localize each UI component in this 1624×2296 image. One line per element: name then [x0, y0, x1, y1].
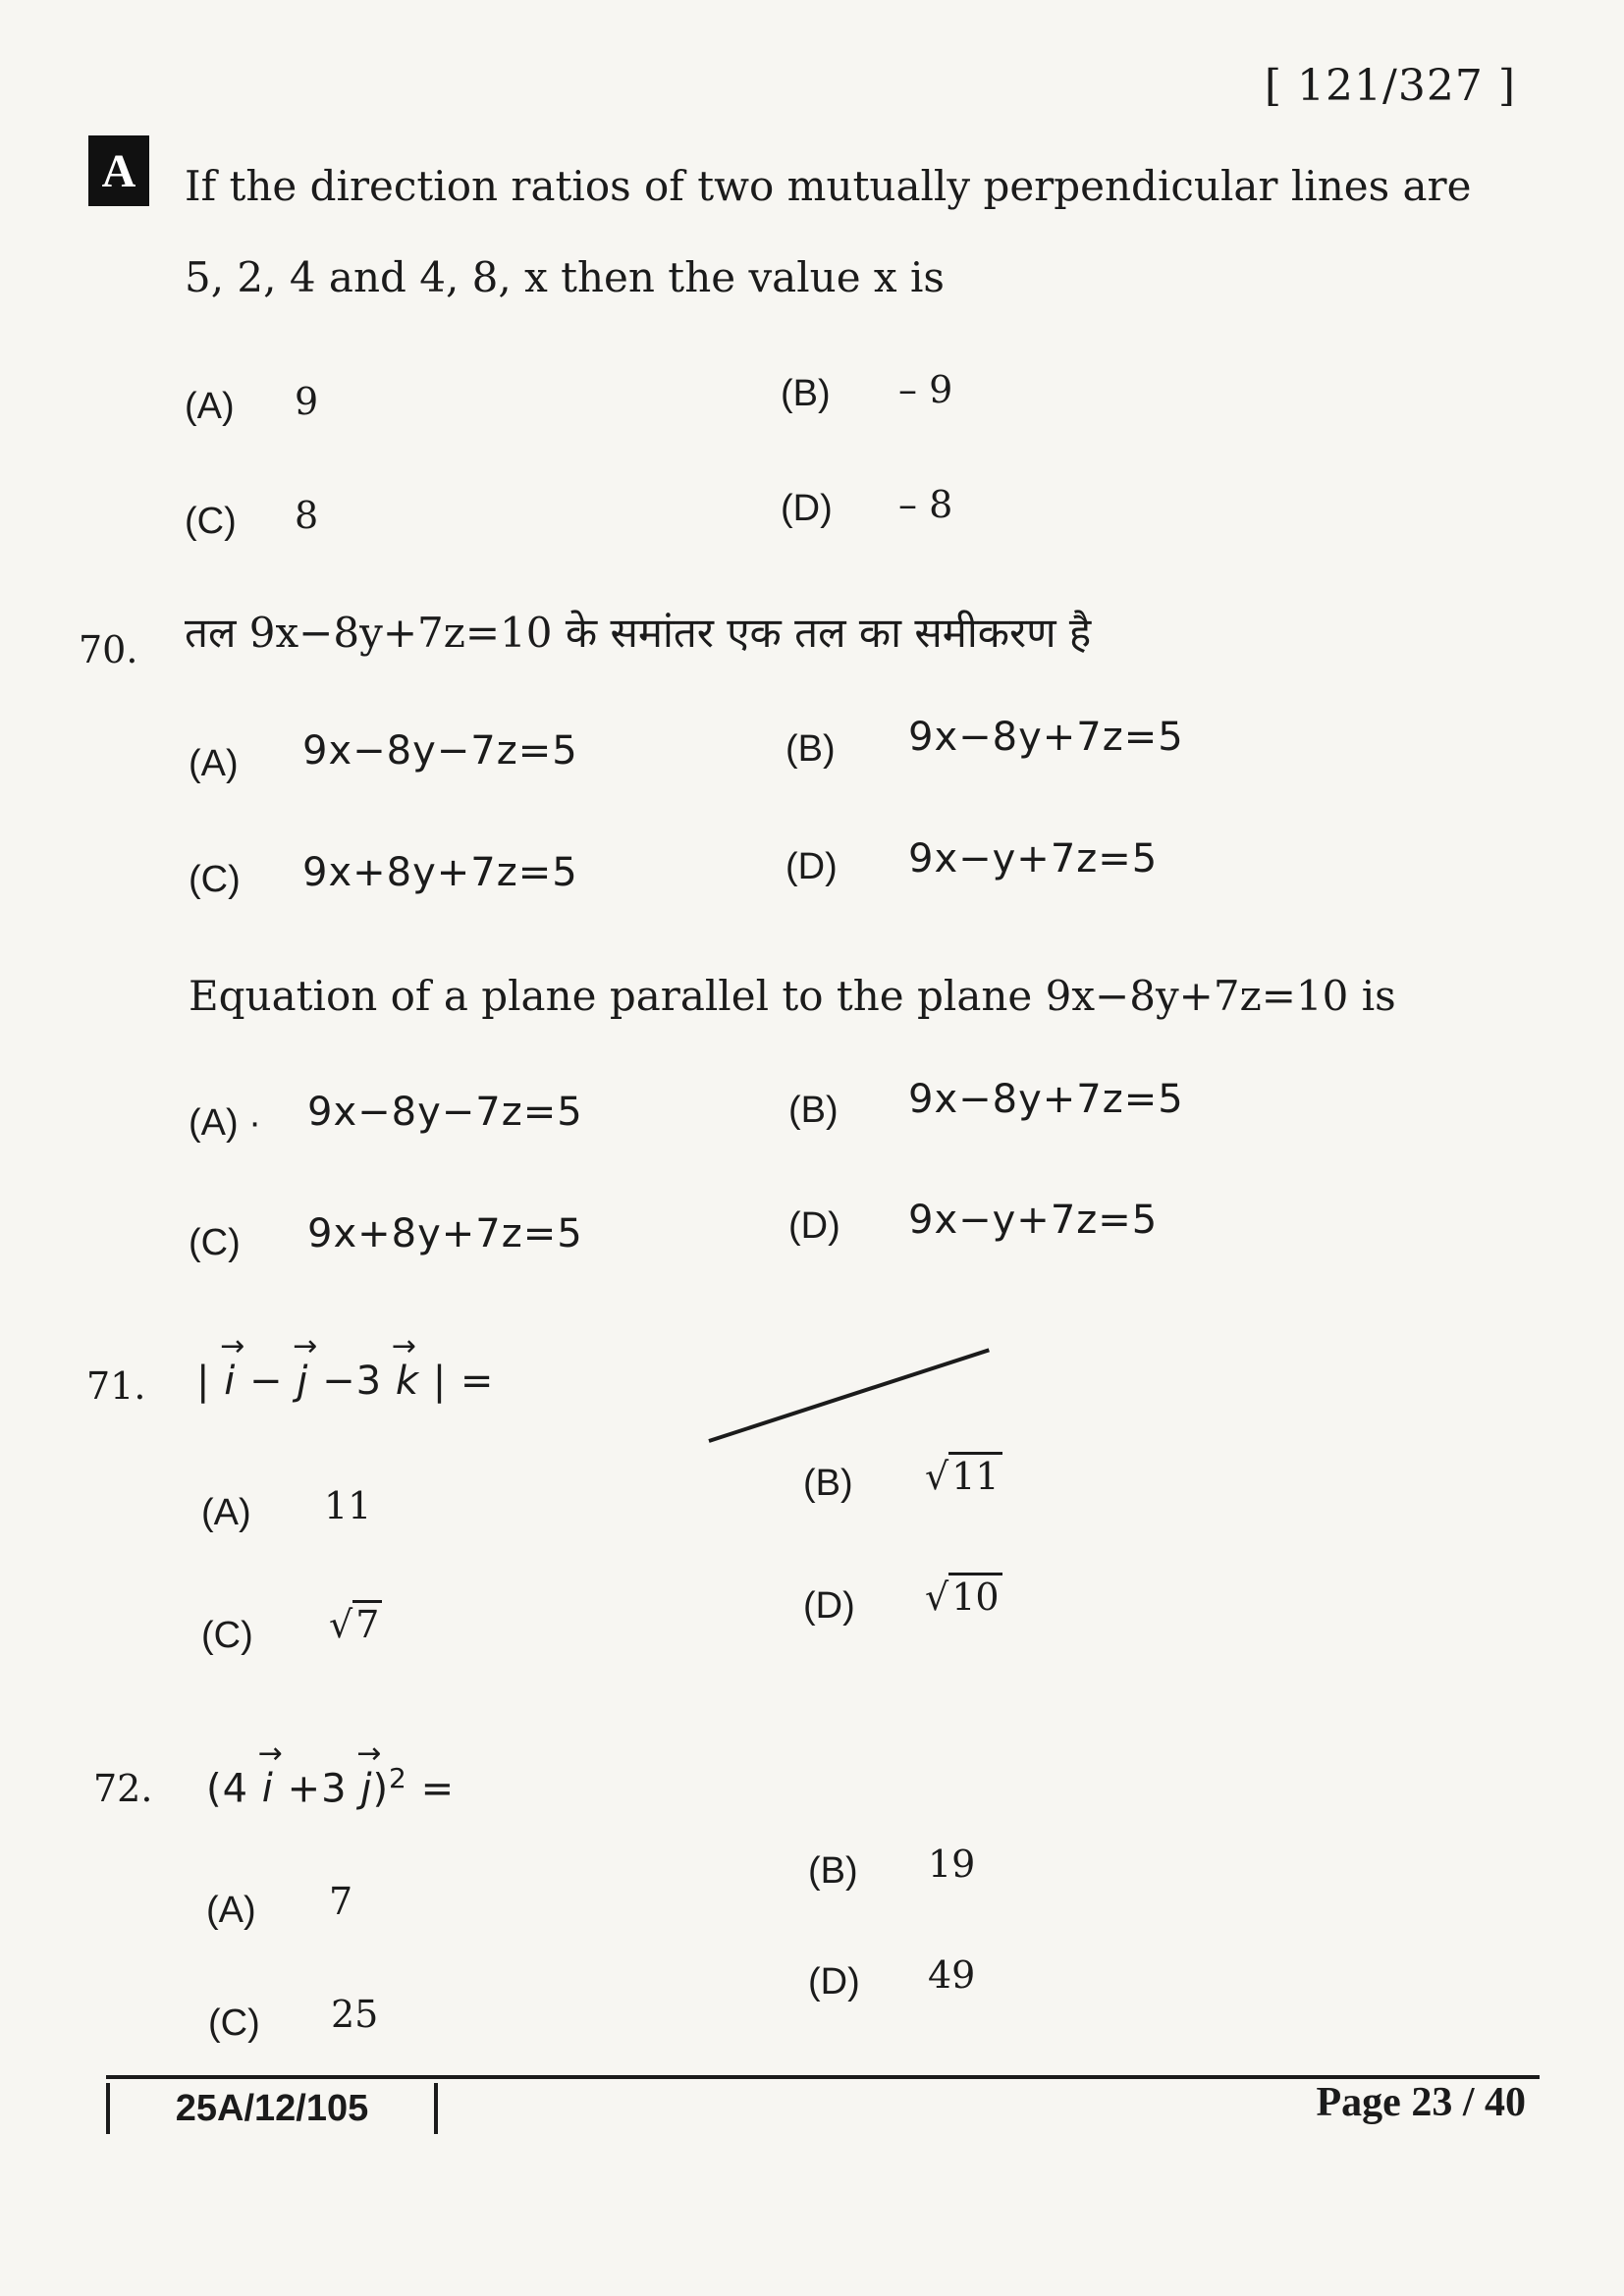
q71-option-b-radicand: 11: [948, 1452, 1001, 1498]
q72-option-c-label: (C): [208, 2002, 260, 2044]
q71-option-c-label: (C): [201, 1615, 253, 1656]
q71-abs-close: | =: [432, 1359, 495, 1404]
q71-minus-three: −3: [322, 1359, 383, 1404]
q71-abs-open: |: [196, 1359, 211, 1404]
q71-vector-k: → k: [396, 1359, 419, 1404]
q69-text-line2: 5, 2, 4 and 4, 8, x then the value x is: [185, 253, 945, 301]
q72-plus-three: +3: [287, 1766, 348, 1812]
q70-english-option-d-value: 9x−y+7z=5: [908, 1198, 1159, 1243]
q72-option-a-label: (A): [206, 1890, 256, 1931]
q72-option-b-label: (B): [808, 1850, 858, 1892]
q71-option-a-value: 11: [324, 1484, 372, 1527]
sqrt-symbol-c: √7: [329, 1603, 382, 1646]
sqrt-symbol-b: √11: [925, 1455, 1002, 1498]
pen-strike-mark: [708, 1348, 990, 1443]
q71-option-d-value: [925, 1575, 1002, 1619]
q71-option-d-label: (D): [803, 1585, 855, 1627]
q70-hindi-option-d-label: (D): [785, 846, 838, 887]
q70-hindi-option-c-label: (C): [189, 859, 241, 900]
page-number: Page 23 / 40: [1316, 2080, 1526, 2125]
q69-option-c-label: (C): [185, 501, 237, 542]
q70-hindi-option-c-value: 9x+8y+7z=5: [302, 850, 578, 895]
q69-text-line1: If the direction ratios of two mutually perpendicular lines are: [185, 162, 1472, 210]
q71-vector-j: → j: [297, 1359, 308, 1404]
q72-option-b-value: 19: [928, 1842, 976, 1886]
q70-english-text: Equation of a plane parallel to the plane 9x−8y+7z=10 is: [189, 972, 1396, 1020]
q70-english-option-c-label: (C): [189, 1222, 241, 1263]
q71-option-a-label: (A): [201, 1492, 251, 1533]
sqrt-symbol-d: √10: [925, 1575, 1002, 1619]
q71-option-c-value: [329, 1603, 382, 1646]
q70-english-option-b-label: (B): [788, 1090, 839, 1131]
q72-option-d-label: (D): [808, 1961, 860, 2002]
q71-expression: [196, 1359, 494, 1404]
q70-english-option-a-label: (A) ·: [189, 1102, 261, 1144]
q72-open: (4: [206, 1766, 249, 1812]
q71-option-b-label: (B): [803, 1463, 853, 1504]
q70-hindi-option-b-label: (B): [785, 728, 836, 770]
q72-number: 72.: [93, 1767, 153, 1810]
q71-vector-i: → i: [224, 1359, 236, 1404]
q72-option-c-value: 25: [331, 1993, 379, 2036]
q69-option-a-value: 9: [295, 380, 319, 423]
q72-equals: =: [420, 1766, 456, 1812]
paper-code: 25A/12/105: [106, 2083, 438, 2134]
q70-hindi-option-b-value: 9x−8y+7z=5: [908, 715, 1184, 760]
q72-close: ): [372, 1766, 390, 1812]
q70-number: 70.: [79, 628, 138, 671]
q69-option-d-label: (D): [781, 488, 833, 529]
set-badge: A: [88, 135, 149, 206]
q71-option-d-radicand: 10: [948, 1573, 1001, 1619]
q72-expression: [206, 1762, 455, 1811]
q70-hindi-option-a-label: (A): [189, 743, 239, 784]
page-code: [ 121/327 ]: [1264, 61, 1516, 111]
q70-hindi-text: तल 9x−8y+7z=10 के समांतर एक तल का समीकरण है: [185, 609, 1092, 657]
q71-minus: −: [249, 1359, 284, 1404]
q72-option-d-value: 49: [928, 1953, 976, 1997]
q69-option-d-value: – 8: [898, 483, 953, 526]
q70-hindi-option-d-value: 9x−y+7z=5: [908, 836, 1159, 881]
q72-vector-j: → j: [360, 1766, 372, 1811]
q71-option-b-value: [925, 1455, 1002, 1498]
q70-english-option-a-value: 9x−8y−7z=5: [307, 1090, 583, 1135]
q69-option-c-value: 8: [295, 494, 319, 537]
q71-number: 71.: [86, 1364, 146, 1408]
q72-power: 2: [389, 1762, 407, 1794]
q69-option-a-label: (A): [185, 386, 235, 427]
q69-option-b-value: – 9: [898, 368, 953, 411]
q71-option-c-radicand: 7: [352, 1600, 382, 1646]
q70-hindi-option-a-value: 9x−8y−7z=5: [302, 728, 578, 774]
q72-option-a-value: 7: [329, 1880, 353, 1923]
q70-english-option-c-value: 9x+8y+7z=5: [307, 1211, 583, 1256]
q70-english-option-b-value: 9x−8y+7z=5: [908, 1077, 1184, 1122]
q72-vector-i: → i: [262, 1766, 274, 1811]
q69-option-b-label: (B): [781, 373, 831, 414]
q70-english-option-d-label: (D): [788, 1205, 840, 1247]
